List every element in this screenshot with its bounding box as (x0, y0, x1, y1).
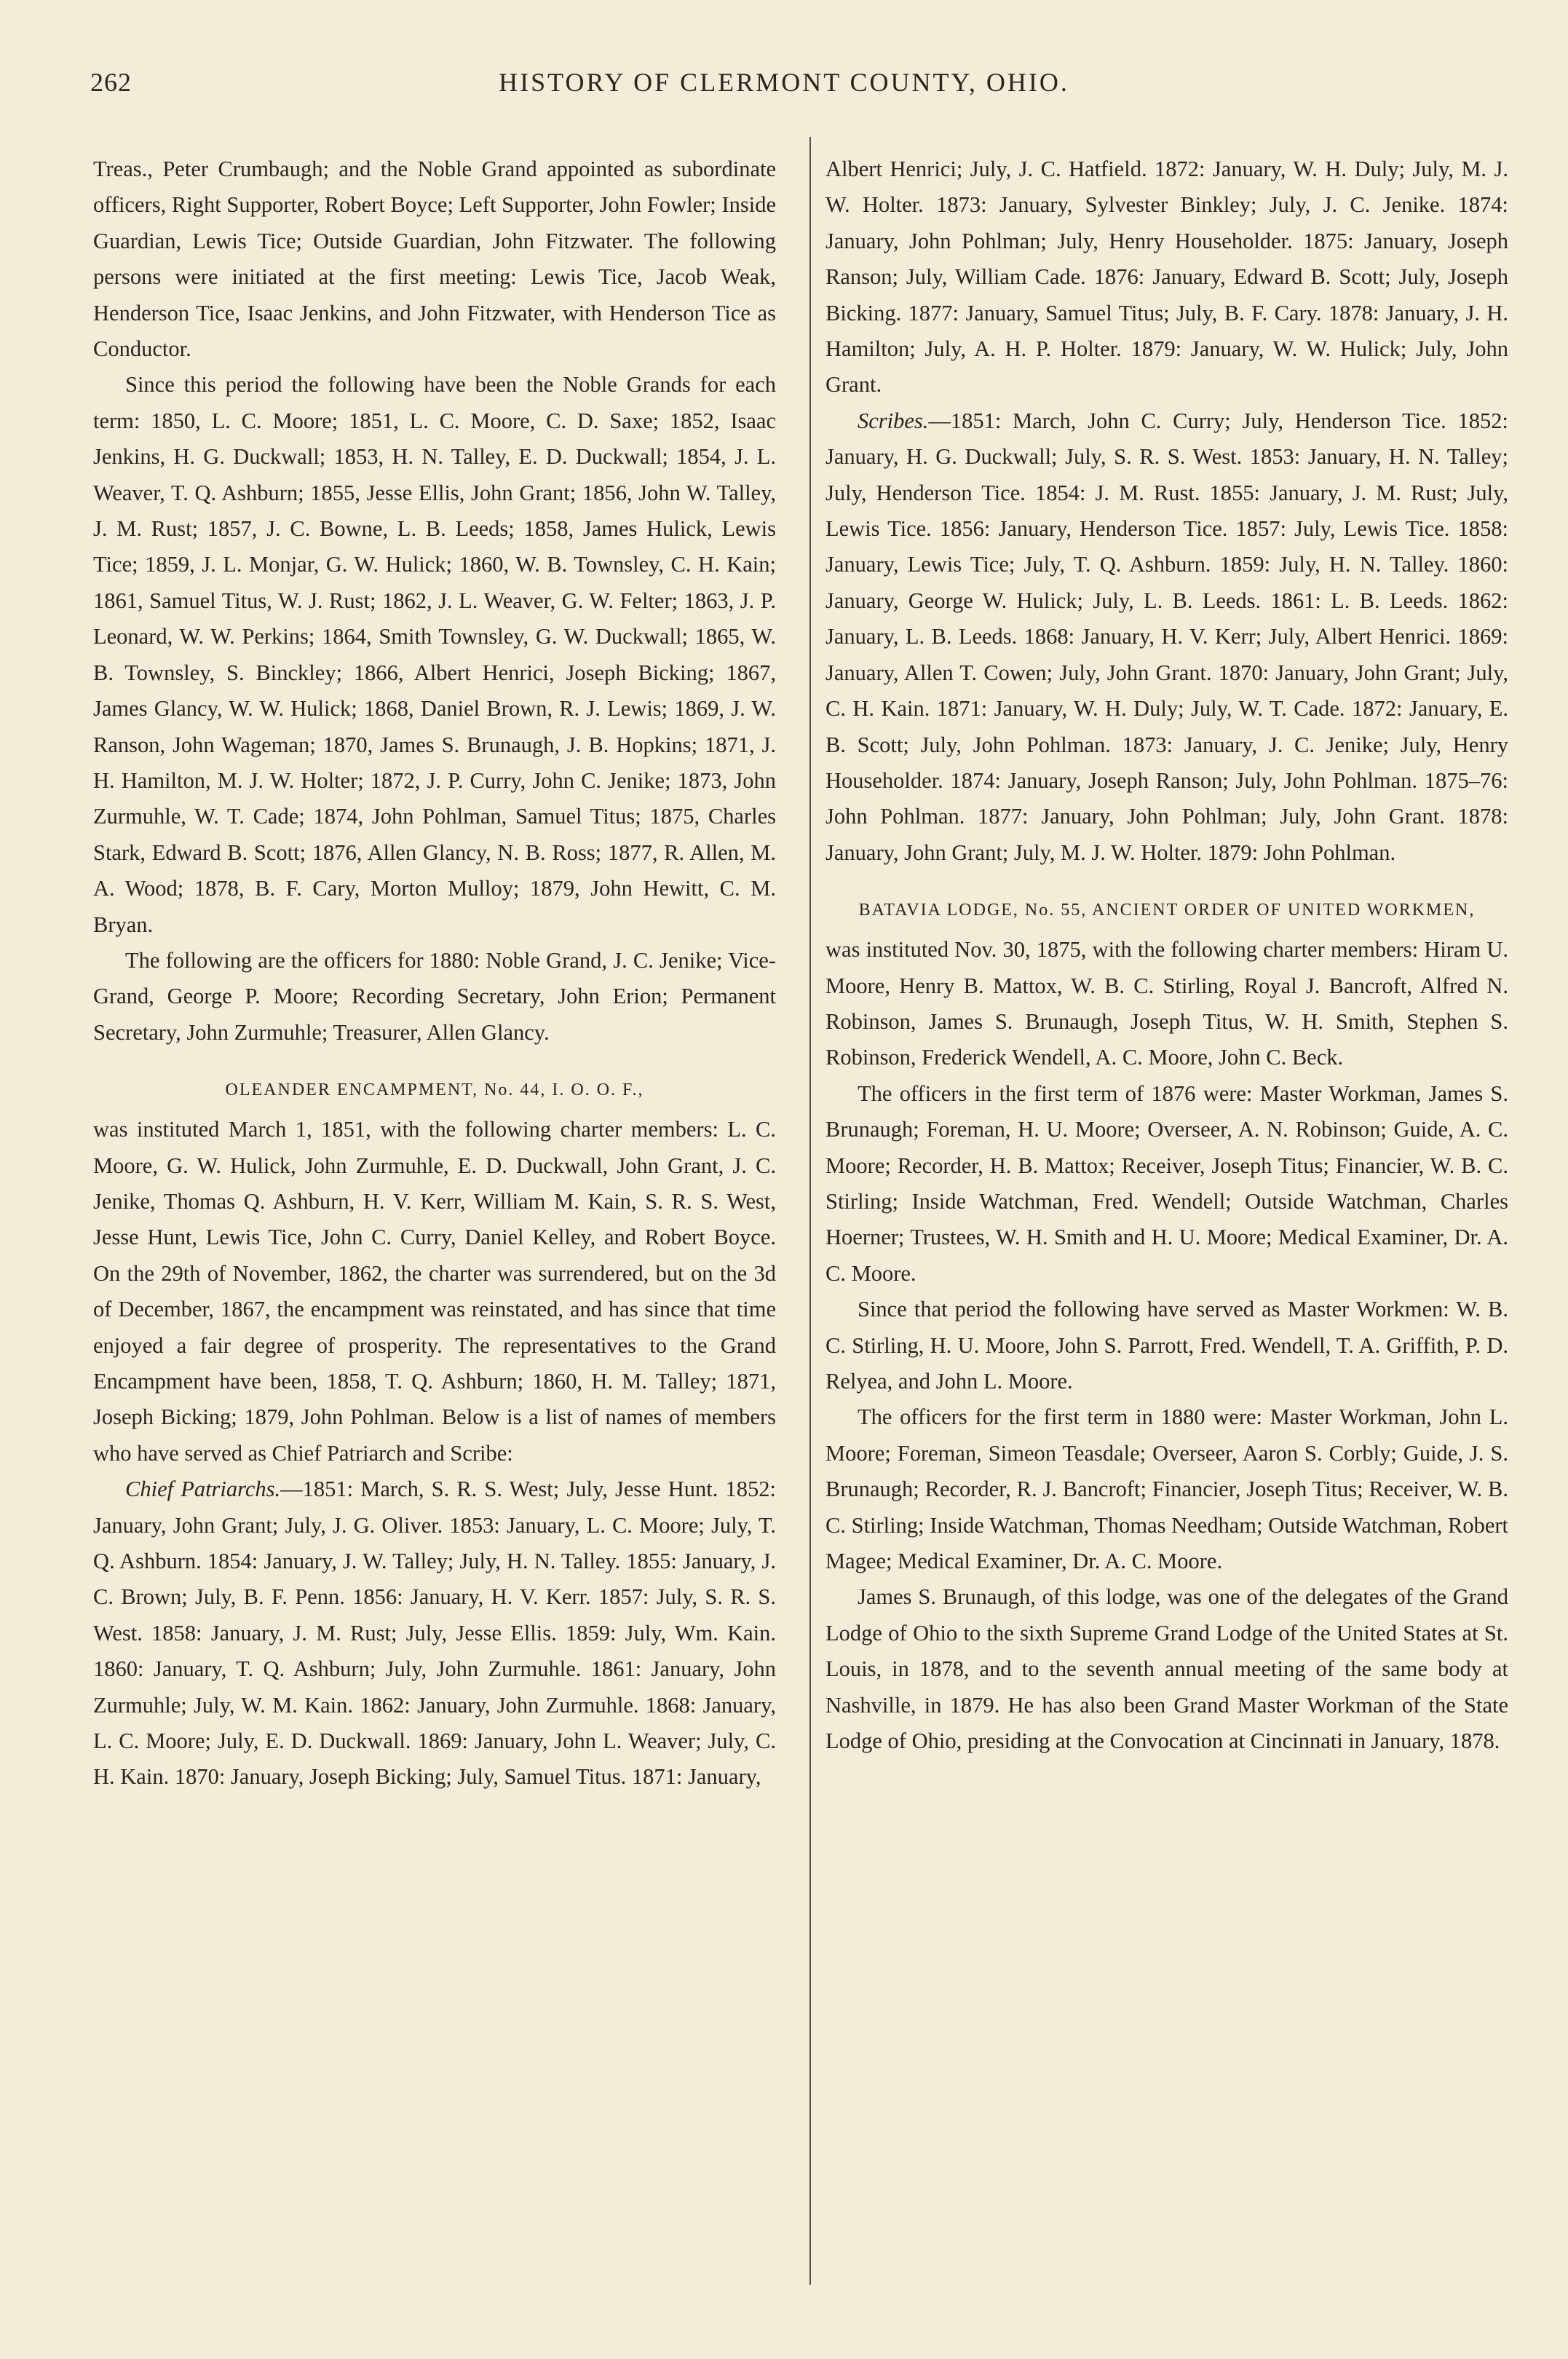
section-heading: BATAVIA LODGE, No. 55, ANCIENT ORDER OF UNITED WORKMEN, (858, 901, 1476, 920)
section-heading: OLEANDER ENCAMPMENT, No. 44, I. O. O. F., (225, 1080, 644, 1100)
column-divider (809, 137, 811, 2285)
left-column (93, 151, 776, 1795)
running-title: HISTORY OF CLERMONT COUNTY, OHIO. (499, 68, 1069, 97)
page-header (0, 67, 1568, 111)
paragraph: Since that period the following have served as Master Workmen: W. B. C. Stirling, H. U. Moore, John S. Parrott, Fred. Wendell, T. A. Griffith, P. D. Relyea, and John L. Moore. (825, 1297, 1508, 1394)
paragraph-text: —1851: March, John C. Curry; July, Henderson Tice. 1852: January, H. G. Duckwall; July, S. R. S. West. 1853: January, H. N. Talley; July, Henderson Tice. 1854: J. M. Rust. 1855: January, J. M. Rust; July, Lewis Tice. 1856: January, Henderson Tice. 1857: July, Lewis Tice. 1858: January, Lewis Tice; July, T. Q. Ashburn. 1859: July, H. N. Talley. 1860: January, George W. Hulick; July, L. B. Leeds. 1861: L. B. Leeds. 1862: January, L. B. Leeds. 1868: January, H. V. Kerr; July, Albert Henrici. 1869: January, Allen T. Cowen; July, John Grant. 1870: January, John Grant; July, C. H. Kain. 1871: January, W. H. Duly; July, W. T. Cade. 1872: January, E. B. Scott; July, John Pohlman. 1873: January, J. C. Jenike; July, Henry Householder. 1874: January, Joseph Ranson; July, John Pohlman. 1875–76: John Pohlman. 1877: January, John Pohlman; July, John Grant. 1878: January, John Grant; July, M. J. W. Holter. 1879: John Pohlman. (825, 408, 1508, 865)
paragraph-text: —1851: March, S. R. S. West; July, Jesse Hunt. 1852: January, John Grant; July, J. G. Oliver. 1853: January, L. C. Moore; July, T. Q. Ashburn. 1854: January, J. W. Talley; July, H. N. Talley. 1855: January, J. C. Brown; July, B. F. Penn. 1856: January, H. V. Kerr. 1857: July, S. R. S. West. 1858: January, J. M. Rust; July, Jesse Ellis. 1859: July, Wm. Kain. 1860: January, T. Q. Ashburn; July, John Zurmuhle. 1861: January, John Zurmuhle; July, W. M. Kain. 1862: January, John Zurmuhle. 1868: January, L. C. Moore; July, E. D. Duckwall. 1869: January, John L. Weaver; July, C. H. Kain. 1870: January, Joseph Bicking; July, Samuel Titus. 1871: January, (93, 1477, 777, 1790)
paragraph (825, 403, 1508, 871)
paragraph: The following are the officers for 1880: Noble Grand, J. C. Jenike; Vice-Grand, George P. Moore; Recording Secretary, John Erion; Permanent Secretary, John Zurmuhle; Treasurer, Allen Glancy. (93, 947, 776, 1045)
paragraph (93, 1471, 776, 1795)
paragraph-label: Scribes. (858, 408, 929, 433)
paragraph: Albert Henrici; July, J. C. Hatfield. 1872: January, W. H. Duly; July, M. J. W. Holter. 1873: January, Sylvester Binkley; July, J. C. Jenike. 1874: January, John Pohlman; July, Henry Householder. 1875: January, Joseph Ranson; July, William Cade. 1876: January, Edward B. Scott; July, Joseph Bicking. 1877: January, Samuel Titus; July, B. F. Cary. 1878: January, J. H. Hamilton; July, A. H. P. Holter. 1879: January, W. W. Hulick; July, John Grant. (825, 157, 1508, 398)
paragraph: Since this period the following have been the Noble Grands for each term: 1850, L. C. Moore; 1851, L. C. Moore, C. D. Saxe; 1852, Isaac Jenkins, H. G. Duckwall; 1853, H. N. Talley, E. D. Duckwall; 1854, J. L. Weaver, T. Q. Ashburn; 1855, Jesse Ellis, John Grant; 1856, John W. Talley, J. M. Rust; 1857, J. C. Bowne, L. B. Leeds; 1858, James Hulick, Lewis Tice; 1859, J. L. Monjar, G. W. Hulick; 1860, W. B. Townsley, C. H. Kain; 1861, Samuel Titus, W. J. Rust; 1862, J. L. Weaver, G. W. Felter; 1863, J. P. Leonard, W. W. Perkins; 1864, Smith Townsley, G. W. Duckwall; 1865, W. B. Townsley, S. Binckley; 1866, Albert Henrici, Joseph Bicking; 1867, James Glancy, W. W. Hulick; 1868, Daniel Brown, R. J. Lewis; 1869, J. W. Ranson, John Wageman; 1870, James S. Brunaugh, J. B. Hopkins; 1871, J. H. Hamilton, M. J. W. Holter; 1872, J. P. Curry, John C. Jenike; 1873, John Zurmuhle, W. T. Cade; 1874, John Pohlman, Samuel Titus; 1875, Charles Stark, Edward B. Scott; 1876, Allen Glancy, N. B. Ross; 1877, R. Allen, M. A. Wood; 1878, B. F. Cary, Morton Mulloy; 1879, John Hewitt, C. M. Bryan. (93, 372, 776, 937)
paragraph: was instituted Nov. 30, 1875, with the following charter members: Hiram U. Moore, Henry B. Mattox, W. B. C. Stirling, Royal J. Bancroft, Alfred N. Robinson, James S. Brunaugh, Joseph Titus, W. H. Smith, Stephen S. Robinson, Frederick Wendell, A. C. Moore, John C. Beck. (825, 937, 1508, 1070)
paragraph: The officers in the first term of 1876 were: Master Workman, James S. Brunaugh; Foreman, H. U. Moore; Overseer, A. N. Robinson; Guide, A. C. Moore; Recorder, H. B. Mattox; Receiver, Joseph Titus; Financier, W. B. C. Stirling; Inside Watchman, Fred. Wendell; Outside Watchman, Charles Hoerner; Trustees, W. H. Smith and H. U. Moore; Medical Examiner, Dr. A. C. Moore. (825, 1080, 1508, 1286)
right-column (825, 151, 1508, 1759)
paragraph: Treas., Peter Crumbaugh; and the Noble Grand appointed as subordinate officers, Right Supporter, Robert Boyce; Left Supporter, John Fowler; Inside Guardian, Lewis Tice; Outside Guardian, John Fitzwater. The following persons were initiated at the first meeting: Lewis Tice, Jacob Weak, Henderson Tice, Isaac Jenkins, and John Fitzwater, with Henderson Tice as Conductor. (93, 157, 776, 362)
paragraph: was instituted March 1, 1851, with the following charter members: L. C. Moore, G. W. Hulick, John Zurmuhle, E. D. Duckwall, John Grant, J. C. Jenike, Thomas Q. Ashburn, H. V. Kerr, William M. Kain, S. R. S. West, Jesse Hunt, Lewis Tice, John C. Curry, Daniel Kelley, and Robert Boyce. On the 29th of November, 1862, the charter was surrendered, but on the 3d of December, 1867, the encampment was reinstated, and has since that time enjoyed a fair degree of prosperity. The representatives to the Grand Encampment have been, 1858, T. Q. Ashburn; 1860, H. M. Talley; 1871, Joseph Bicking; 1879, John Pohlman. Below is a list of names of members who have served as Chief Patriarch and Scribe: (93, 1117, 776, 1466)
paragraph-label: Chief Patriarchs. (125, 1477, 281, 1502)
paragraph: The officers for the first term in 1880 were: Master Workman, John L. Moore; Foreman, Simeon Teasdale; Overseer, Aaron S. Corbly; Guide, J. S. Brunaugh; Recorder, R. J. Bancroft; Financier, Joseph Titus; Receiver, W. B. C. Stirling; Inside Watchman, Thomas Needham; Outside Watchman, Robert Magee; Medical Examiner, Dr. A. C. Moore. (825, 1404, 1508, 1574)
paragraph: James S. Brunaugh, of this lodge, was one of the delegates of the Grand Lodge of Ohio to the sixth Supreme Grand Lodge of the United States at St. Louis, in 1878, and to the seventh annual meeting of the same body at Nashville, in 1879. He has also been Grand Master Workman of the State Lodge of Ohio, presiding at the Convocation at Cincinnati in January, 1878. (825, 1584, 1508, 1754)
page-number: 262 (90, 68, 132, 97)
